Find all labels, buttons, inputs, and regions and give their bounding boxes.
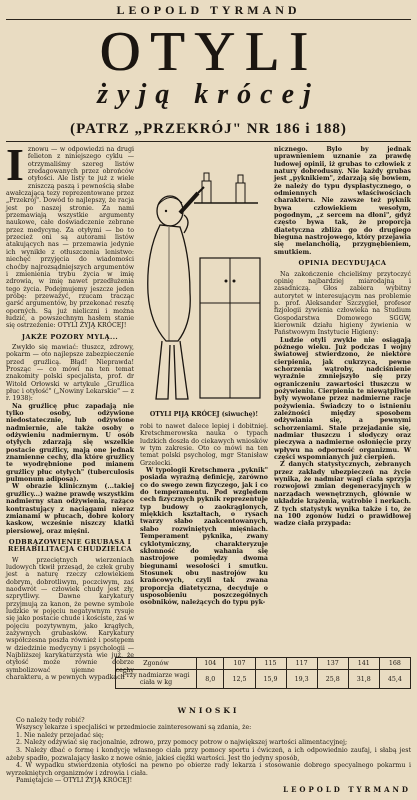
section-heading: OPINIA DECYDUJĄCA xyxy=(298,259,387,268)
section-heading: ODBRĄZOWIENIE GRUBASA I REHABILITACJA CHUDZIELCA xyxy=(7,537,133,554)
table-cell: 141 xyxy=(348,658,379,670)
conclusion-line: Pamiętajcie — OTYLI ŻYJĄ KRÓCEJ! xyxy=(16,777,133,785)
paragraph: Zwykło się mawiać: tłuszcz, zdrowy, pokarm — oto najlepsze zabezpieczenie przed gruźlicą. Błąd! Nieprawda! Prosząc — co mówi na ten temat znakomity polski specjalista, prof. dr Witold Orłowski w artykule „Gruźlica płuc i otyłość" („Nowiny Lekarskie" — z r. 1938): xyxy=(6,343,134,403)
quote-paragraph: W obrazie klinicznym (...takiej gruźlicy...) ważne prawdę wszystkim nadmierny stan odżywienia, rażąco kontrastujący z naciągami nieraz zmianami w płucach, dobre kolory kaskow, wcześnie niszczy klatki piersiowej, oraz mięśni. xyxy=(6,483,134,535)
paragraph: robi to nawet dalece lepiej i dobitniej. Kretschmerowska nauka o typach ludzkich doszła do ciekawych wniosków w tym zakresie. Oto co mówi na ten temat polski psycholog, mgr Stanisław Grzelecki. xyxy=(140,423,268,467)
table-row xyxy=(116,670,411,689)
table-cell: 15,9 xyxy=(255,670,286,689)
issue-reference: (PATRZ „PRZEKRÓJ" NR 186 i 188) xyxy=(70,121,347,137)
conclusion-line: 4. W wypadku stwierdzenia otyłości na pewno po obierze rady lekarza i stosowanie dobrego specyalnego pokarmu i wyrzekniętych organizmów i zdrowia i ciała. xyxy=(6,762,411,777)
middle-column xyxy=(140,423,268,652)
article-subtitle: żyją krócej xyxy=(97,79,320,110)
illustration-caption: OTYLI PIJĄ KRÓCEJ (siwuchę)! xyxy=(149,411,259,418)
table-row-label: Zgonów xyxy=(116,658,197,670)
section-heading: WNIOSKI xyxy=(177,706,240,715)
table-cell: 25,8 xyxy=(317,670,348,689)
quote-paragraph: nicznego. Bylo by jednak uprawnieniem uznanie za prawdę ludowej opinii, iż grubas to człowiek z natury dobrodusny. Nie każdy grubas jest „pyknikiem", zdarzają się bowiem, że należy do typu dysplastycznego, o odmiennych właściwościach charakteru. Nie zawsze też pyknik bywa człowiekiem wesołym, pogodnym, „z sercem na dłoni", gdyż często bywa tak, że proporcja diatetyczna zbliża go do drugiego bieguna nastrojowego, który przejawia się melancholią, przygnębieniem, smutkiem. xyxy=(274,146,411,256)
table-cell: 104 xyxy=(197,658,224,670)
quote-paragraph: Ludzie otyli zwykle nie osiągają późnego wieku. Już podczas I wojny światowej stwierdzono, że niektóre cierpienia, jak cukrzyca, pewne schorzenia wątroby, nadciśnienie wyraźnie zmniejszyło się przy ograniczeniu zawartości tłuszczu w pożywieniu. Cierpienia te niewątpliwie były wywołane przez nadmierne racje pożywienia. Świadczy to o istnieniu zależności między sposobem odżywiania się, a pewnymi schorzeniami. Stale przejadanie się, nadmiar tłuszczu i słodyczy oraz pieczywa a nadmierne osłonięcie przy wpływu na odporność organizmu. W części wspomnianych już cierpień. xyxy=(274,336,411,462)
table-cell: 168 xyxy=(379,658,410,670)
table-cell: 31,8 xyxy=(348,670,379,689)
conclusions-section xyxy=(6,707,411,785)
paragraph: W przeciętnych wierzeniach ludowych tkwił przesąd, że człek gruby jest a naturę rzeczy człowiekiem dobrym, dobrotliwym, poczciwym, zaś naodwrót — człowiek chudy jest zły, szprytliwy. Dawne karykatury przyjmują za kanon, że pewne symbole ludzkie w pojęciu negatywnym rysuje się jako postacie chude i kościste, zaś w pojęciu pozytywnym, jako krągłych, zażywnych grubasków. Karykatury współczesna poszła również i postępem w dziedzinie medycyny i psychologii — Najbliższej karykaturzysta wie już, że otyłość może równie dobrze symbolizować ujemne cechy charakteru, a w pewnych wypadkach xyxy=(6,556,134,682)
table-cell: 107 xyxy=(224,658,255,670)
intro-paragraph: znowu — w odpowiedzi na drugi felieton z niniejszego cyklu — otrzymaliśmy szereg listów zredagowanych przez obrońców otyłości. Ale listy te już z wiele zniszczą paszą i pewnością słabe awałczającą tezy reprezentowane przez „Przekrój". Dowód to najlepszy, że racja jest po naszej stronie. Za nami przemawiają wszystkie argumenty naukowe, całe doświadczenie zebrane przez medycynę. Za otyłymi — bo to przecież oni są autorami listów atakujących nas — przemawia jedynie ich wynikłe z otłuszczenia lenistwo: niechęć przyjęcia do wiadomości choćby najrozsądniejszych argumentów i zmienienia trybu życia w imię zdrowia, w imię nawet przedłużenia tego życia. Podejmujemy jeszcze jeden próbę: przeważyć, rzucam tracząc garść argumentów, by przekonać resztę oporných. Są już nieliczni i można łudzić, a powszechnym hasłem stanie się ostrzeżenie: OTYLI ŻYJĄ KRÓCEJ! xyxy=(6,146,134,330)
table-row-label: Przy nadmiarze wagi ciała w kg xyxy=(116,670,197,689)
conclusion-line: 1. Nie należy przejadać się; xyxy=(16,731,104,739)
mortality-table xyxy=(115,657,411,689)
drop-cap: I xyxy=(6,139,24,190)
left-column xyxy=(6,139,134,682)
table-cell: 137 xyxy=(317,658,348,670)
conclusion-line: Wszyscy lekarze i specjaliści w przedmiocie zainteresowani są zdania, że: xyxy=(16,724,252,732)
divider xyxy=(6,141,411,142)
quote-paragraph: W typologii Kretschmera „pyknik" posiada wyraźną definicję, zarówno co do swego zewn fizyczego, jak i co do temperamentu. Pod względem cech fizycznych pyknik reprezentuje typ budowy o zaokrąglonych, miękkich kształtach, o rysach twarzy słabo zaakcentowanych, słabo rozwiniętych mięśniach. Temperament pyknika, zwany cyklotymiczny, charakteryzuje skłonność do wahania się nastrojowe pomiędzy dwoma biegunami wesołości i smutku. Stosunek obu nastrojów ku krańcowych, czyli tak zwana proporcja diatetyczna, decyduje o usposobieniu poszczególnych osobników, należących do typu pyk- xyxy=(140,467,268,607)
conclusion-line: 3. Należy dbać o formę i kondycję własnego ciała przy pomocy sportu i ćwiczeń, a ich odpowiednio zaufaj, i słabą jest ażeby spadło, pozwalający łasko z nowe ośnie, jakieś ciężki wartości. Jest tło jedyny sposób, xyxy=(6,746,411,762)
table-cell: 8,0 xyxy=(197,670,224,689)
table-cell: 117 xyxy=(286,658,317,670)
table-cell: 45,4 xyxy=(379,670,410,689)
right-column xyxy=(274,146,411,652)
author-header: LEOPOLD TYRMAND xyxy=(116,3,301,17)
section-heading: JAKŻE POZORY MYLĄ... xyxy=(21,332,119,341)
table-cell: 115 xyxy=(255,658,286,670)
table-row xyxy=(116,658,411,670)
divider xyxy=(6,19,411,20)
article-title: OTYLI xyxy=(99,21,318,83)
conclusion-line: Co należy tedy robić? xyxy=(16,716,85,724)
table-cell: 12,5 xyxy=(224,670,255,689)
quote-paragraph: Z danych statystycznych, zebranych przez zakłady ubezpieczeń na życie wynika, że nadmiar wagi ciała sprzyja rozwojowi zmian degeneracyjnych w narządach wewnętrznych, głównie w układzie krążenia, wątrobie i nerkach. Z tych statystyk wynika także i to, że na 100 zgonów ludzi o prawidłowej wadze ciała przypada: xyxy=(274,461,411,528)
paragraph: Na zakończenie chcieliśmy przytoczyć opinię najbardziej miarodajną i zasadniczą. Głos zabiera wybitny autorytet w interesującym nas problemie p. prof. Aleksander Szczygieł, profesor fizjologii żywienia człowieka na Studium Gospodarstwa Domowego SGGW, kierownik działu higieny żywienia w Państwowym Instytucie Higieny: xyxy=(274,270,411,337)
quote-paragraph: Na gruźlicę płuc zapadają nie tylko osoby, odżywione niedostatecznie, lub odżywione nadmiernie, ale także osoby o odżywieniu nadmiernym. U osób otyłych zdarzają się wszelkie postacie gruźlicy, mają one jednak znamienne cechy, dla które gruźlicy te wyodrębnione pod mianem gruźlicy płuc otyłych" (tuberculosis pulmonum adiposa). xyxy=(6,402,134,484)
conclusion-line: 2. Należy odżywiać się racjonalnie, zdrowo, przy pomocy potrow o największej wartości alimentacyjnej; xyxy=(16,739,348,747)
author-signature: LEOPOLD TYRMAND xyxy=(283,785,411,794)
table-cell: 19,3 xyxy=(286,670,317,689)
drinking-man-illustration xyxy=(140,163,266,408)
